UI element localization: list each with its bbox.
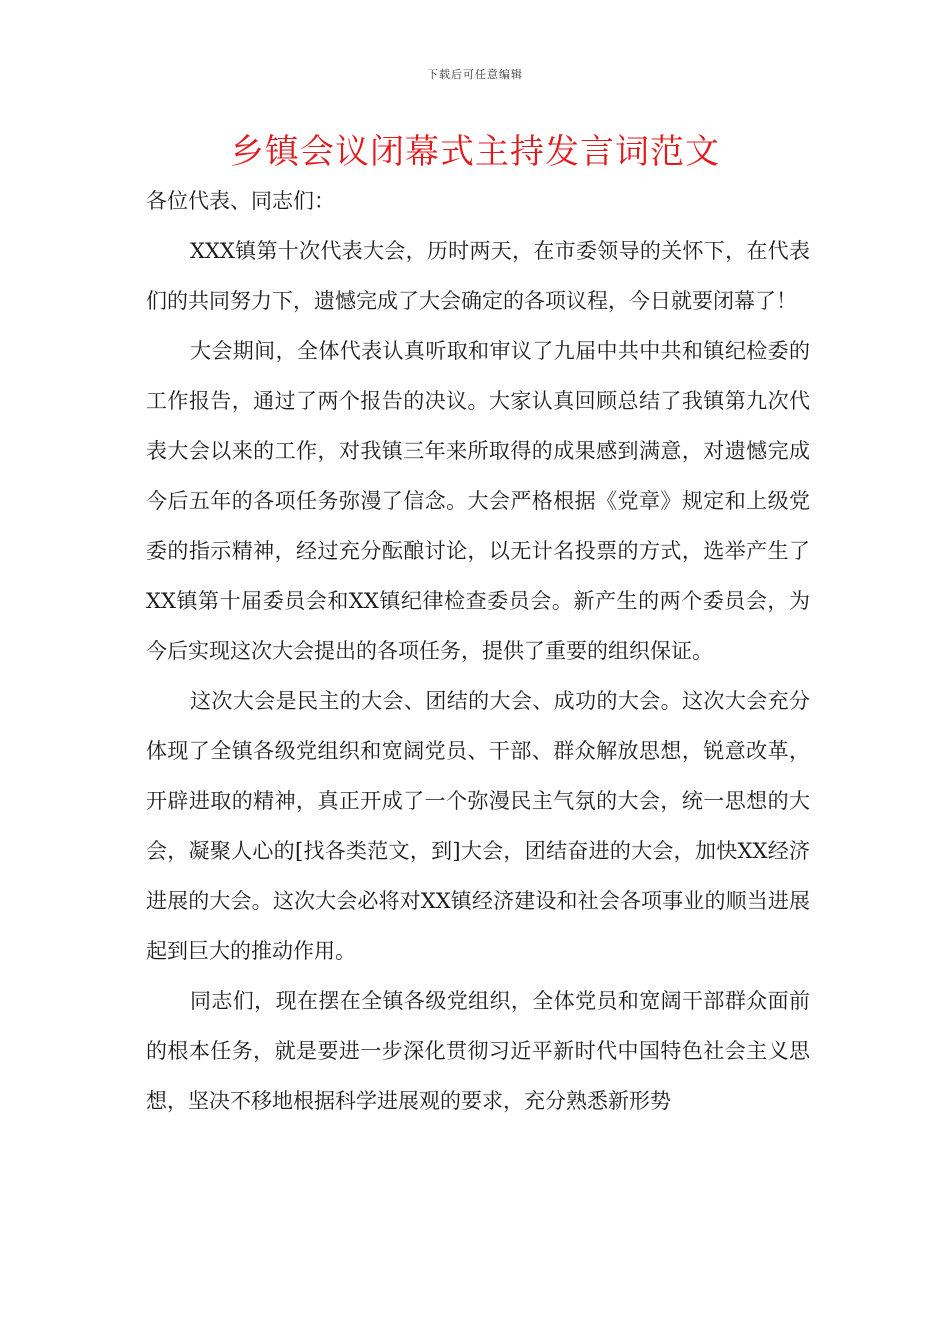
paragraph-3: 这次大会是民主的大会、团结的大会、成功的大会。这次大会充分体现了全镇各级党组织和宽阔党员、干部、群众解放思想，锐意改革，开辟进取的精神，真正开成了一个弥漫民主气氛的大会，统一思想的大会，凝聚人心的[找各类范文，到]大会，团结奋进的大会，加快XX经济进展的大会。这次大会必将对XX镇经济建设和社会各项事业的顺当进展起到巨大的推动作用。 <box>146 689 810 963</box>
salutation: 各位代表、同志们： <box>146 189 335 213</box>
paragraph-4: 同志们，现在摆在全镇各级党组织，全体党员和宽阔干部群众面前的根本任务，就是要进一步深化贯彻习近平新时代中国特色社会主义思想，坚决不移地根据科学进展观的要求，充分熟悉新形势 <box>146 989 810 1113</box>
document-title: 乡镇会议闭幕式主持发言词范文 <box>230 132 720 172</box>
document-body <box>146 176 810 1126</box>
paragraph-1: XXX镇第十次代表大会，历时两天，在市委领导的关怀下，在代表们的共同努力下，遗憾完成了大会确定的各项议程，今日就要闭幕了！ <box>146 239 810 313</box>
paragraph-2: 大会期间，全体代表认真听取和审议了九届中共中共和镇纪检委的工作报告，通过了两个报告的决议。大家认真回顾总结了我镇第九次代表大会以来的工作，对我镇三年来所取得的成果感到满意，对遗憾完成今后五年的各项任务弥漫了信念。大会严格根据《党章》规定和上级党委的指示精神，经过充分酝酿讨论，以无计名投票的方式，选举产生了XX镇第十届委员会和XX镇纪律检查委员会。新产生的两个委员会，为今后实现这次大会提出的各项任务，提供了重要的组织保证。 <box>146 339 810 663</box>
header-note: 下载后可任意编辑 <box>427 68 523 81</box>
